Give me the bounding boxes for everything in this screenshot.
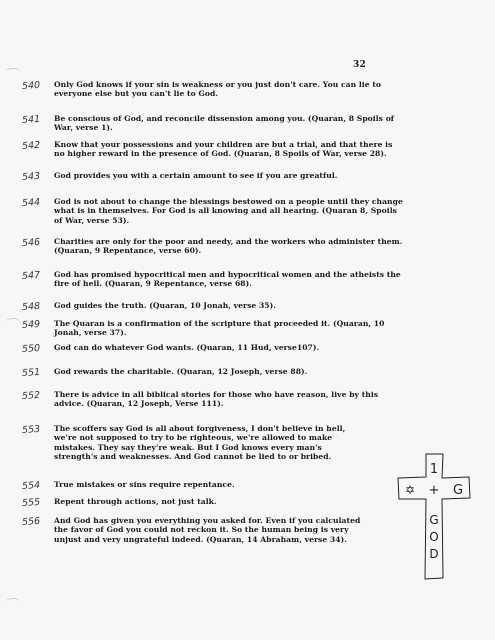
cross-top-glyph: 1 — [429, 462, 439, 477]
entry-text: Charities are only for the poor and needy, and the workers who administer them. (Quaran, 9 Repentance, verse 60). — [54, 237, 403, 256]
hand-drawn-cross — [396, 452, 476, 582]
entry-number: 556 — [21, 515, 41, 529]
entry-number: 542 — [21, 139, 41, 153]
entry-text: God has promised hypocritical men and hypocritical women and the atheists the fire of hell. (Quaran, 9 Repentance, verse 68). — [54, 270, 401, 289]
cross-letter-g: G — [429, 513, 439, 527]
cross-plus-glyph: + — [428, 483, 440, 498]
entry-text: God is not about to change the blessings bestowed on a people until they change what is in themselves. For God is all knowing and all hearing. (Quaran 8, Spoils of War, verse 53). — [54, 197, 403, 225]
entry-text: There is advice in all biblical stories for those who have reason, live by this advice. (Quaran, 12 Joseph, Verse 111). — [54, 390, 379, 409]
entry-number: 552 — [21, 389, 41, 403]
entry-number: 546 — [21, 236, 41, 250]
star-of-david-icon: ✡ — [404, 483, 416, 497]
entry-number: 554 — [21, 479, 41, 493]
entry-text: And God has given you everything you asked for. Even if you calculated the favor of God you could not reckon it. So the human being is very unjust and very ungrateful indeed. (Quaran, 14 Abraham, verse 34). — [54, 516, 361, 544]
entry-text: True mistakes or sins require repentance. — [54, 480, 235, 489]
punch-hole-mark — [6, 68, 20, 75]
entry-number: 548 — [21, 300, 41, 314]
entry-number: 549 — [21, 318, 41, 332]
entry-text: God guides the truth. (Quaran, 10 Jonah, verse 35). — [54, 301, 276, 310]
entry-text: Repent through actions, not just talk. — [54, 497, 217, 506]
entry-text: God provides you with a certain amount to see if you are greatful. — [54, 171, 338, 180]
entry-number: 543 — [21, 170, 41, 184]
entry-text: God rewards the charitable. (Quaran, 12 Joseph, verse 88). — [54, 367, 308, 376]
entry-text: God can do whatever God wants. (Quaran, 11 Hud, verse107). — [54, 343, 320, 352]
entry-text: Be conscious of God, and reconcile dissension among you. (Quaran, 8 Spoils of War, verse 1). — [54, 114, 395, 133]
entry-number: 553 — [21, 423, 41, 437]
punch-hole-mark — [6, 598, 20, 605]
entry-number: 540 — [21, 79, 41, 93]
entry-number: 544 — [21, 196, 41, 210]
punch-hole-mark — [6, 318, 20, 325]
entry-text: The scoffers say God is all about forgiveness, I don't believe in hell, we're not supposed to try to be righteous, we're allowed to make mistakes. They say they're weak. But I God knows every man's strength's and weaknesses. And God cannot be lied to or bribed. — [54, 424, 346, 461]
entry-number: 541 — [21, 113, 41, 127]
entry-number: 551 — [21, 366, 41, 380]
page-number: 32 — [353, 60, 367, 70]
entry-text: The Quaran is a confirmation of the scripture that proceeded it. (Quaran, 10 Jonah, verse 37). — [54, 319, 385, 338]
entry-text: Only God knows if your sin is weakness or you just don't care. You can lie to everyone else but you can't lie to God. — [54, 80, 381, 99]
cross-right-glyph: G — [452, 483, 464, 498]
cross-letter-d: D — [429, 547, 439, 561]
entry-number: 547 — [21, 269, 41, 283]
entry-number: 555 — [21, 496, 41, 510]
cross-letter-o: O — [429, 530, 439, 544]
entry-number: 550 — [21, 342, 41, 356]
entry-text: Know that your possessions and your children are but a trial, and that there is no higher reward in the presence of God. (Quaran, 8 Spoils of War, verse 28). — [54, 140, 393, 159]
